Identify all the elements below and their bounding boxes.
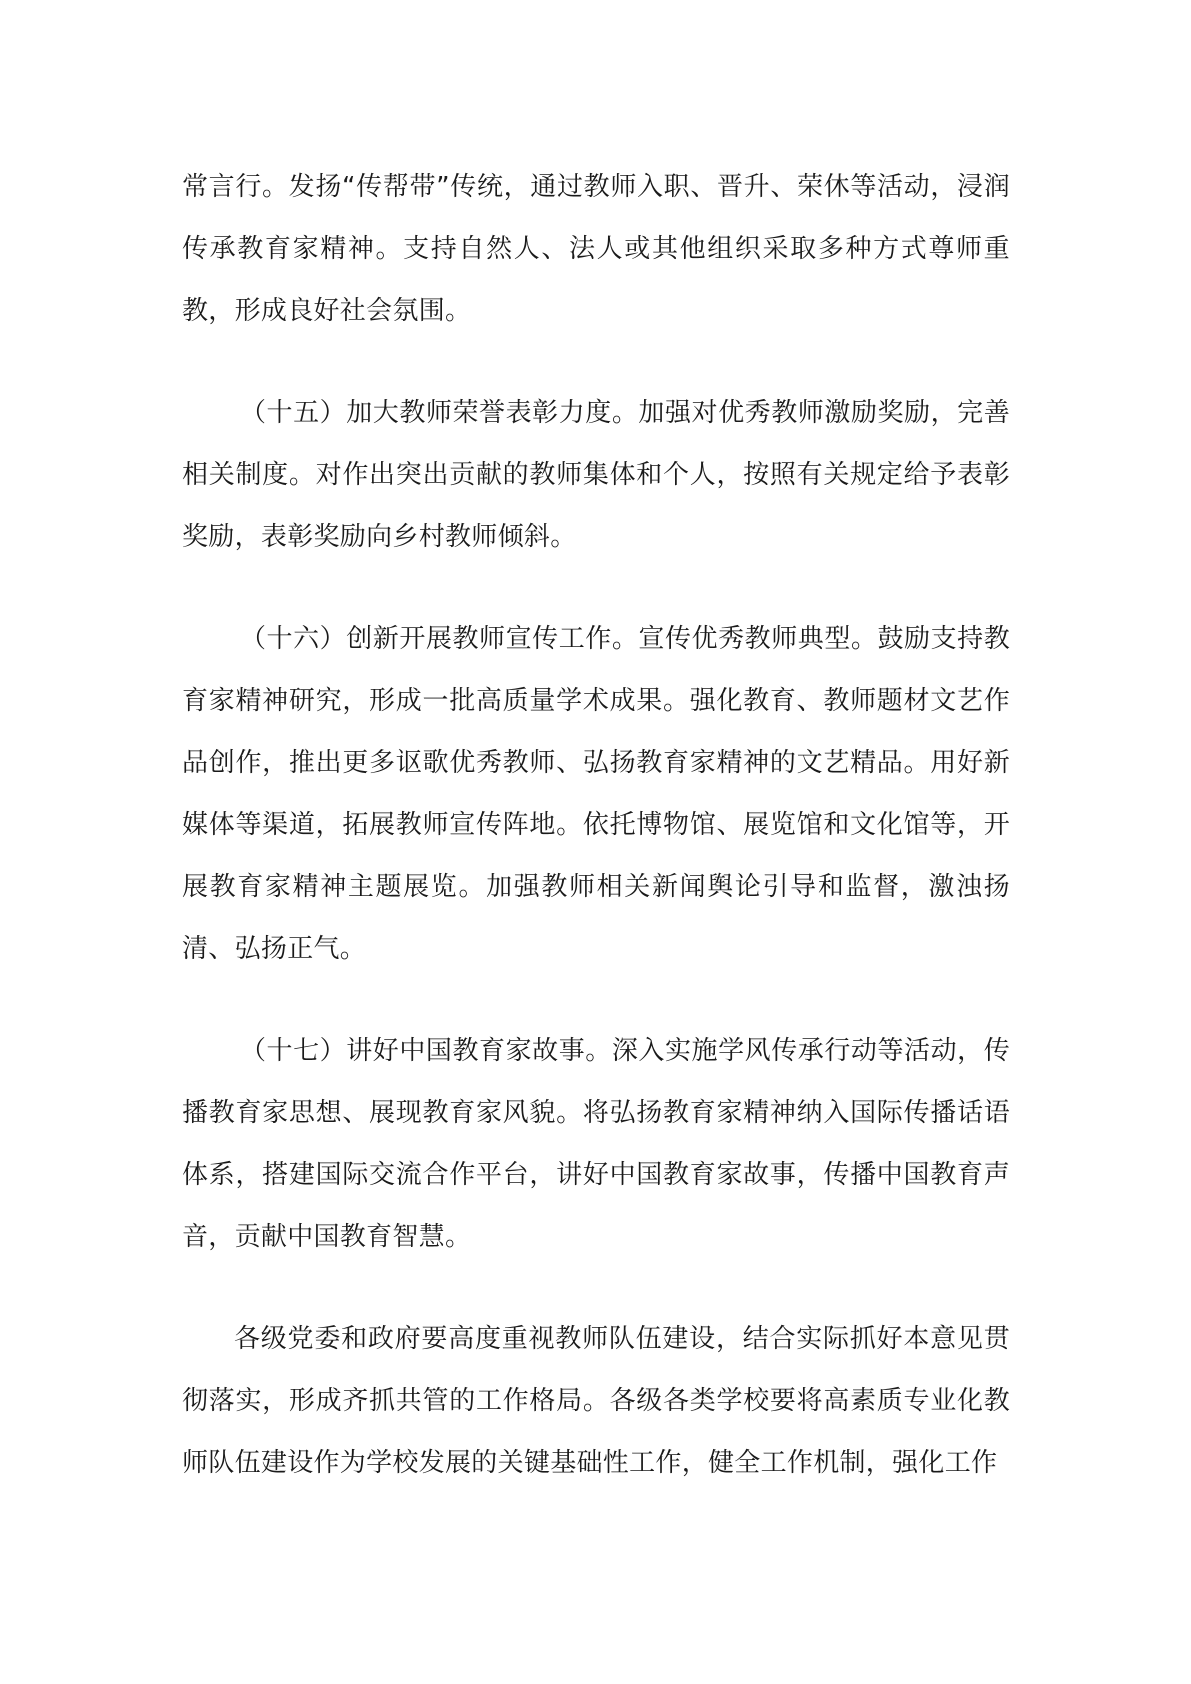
paragraph-item-15: （十五）加大教师荣誉表彰力度。加强对优秀教师激励奖励，完善相关制度。对作出突出贡献的教师集体和个人，按照有关规定给予表彰奖励，表彰奖励向乡村教师倾斜。 xyxy=(182,398,1010,552)
paragraph-closing: 各级党委和政府要高度重视教师队伍建设，结合实际抓好本意见贯彻落实，形成齐抓共管的工作格局。各级各类学校要将高素质专业化教师队伍建设作为学校发展的关键基础性工作，健全工作机制，强化工作 xyxy=(182,1324,1010,1478)
paragraph-item-17: （十七）讲好中国教育家故事。深入实施学风传承行动等活动，传播教育家思想、展现教育家风貌。将弘扬教育家精神纳入国际传播话语体系，搭建国际交流合作平台，讲好中国教育家故事，传播中国教育声音，贡献中国教育智慧。 xyxy=(182,1036,1010,1252)
document-body xyxy=(182,156,1010,1494)
paragraph-continuation: 常言行。发扬“传帮带”传统，通过教师入职、晋升、荣休等活动，浸润传承教育家精神。支持自然人、法人或其他组织采取多种方式尊师重教，形成良好社会氛围。 xyxy=(182,172,1010,326)
paragraph-item-16: （十六）创新开展教师宣传工作。宣传优秀教师典型。鼓励支持教育家精神研究，形成一批高质量学术成果。强化教育、教师题材文艺作品创作，推出更多讴歌优秀教师、弘扬教育家精神的文艺精品。用好新媒体等渠道，拓展教师宣传阵地。依托博物馆、展览馆和文化馆等，开展教育家精神主题展览。加强教师相关新闻舆论引导和监督，激浊扬清、弘扬正气。 xyxy=(182,624,1010,964)
